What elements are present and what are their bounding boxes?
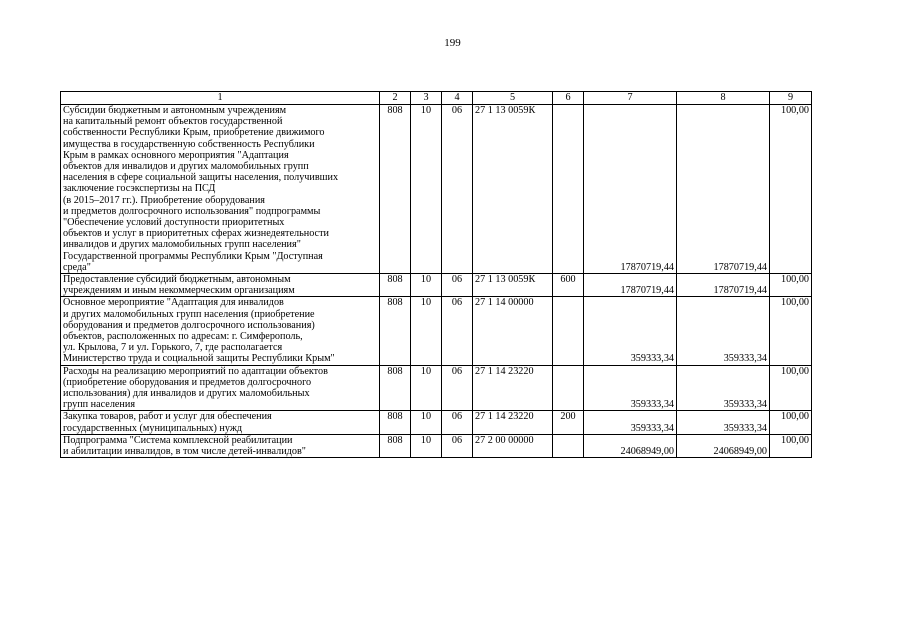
cell-amount-plan: 359333,34 [584, 411, 677, 434]
cell-ministry: 808 [380, 105, 411, 274]
cell-section: 10 [411, 297, 442, 365]
cell-section: 10 [411, 365, 442, 411]
cell-percent: 100,00 [770, 274, 812, 297]
cell-percent: 100,00 [770, 365, 812, 411]
cell-section: 10 [411, 105, 442, 274]
cell-percent: 100,00 [770, 434, 812, 457]
cell-amount-plan: 17870719,44 [584, 274, 677, 297]
row-name: Основное мероприятие "Адаптация для инвалидов и других маломобильных групп населения (приобретение оборудования и предметов долгосрочного использования) объектов, расположенных по адресам: г. Симферополь, ул. Крылова, 7 и ул. Горького, 7, где располагается Министерство труда и социальной защиты Республики Крым" [61, 297, 380, 365]
cell-amount-plan: 24068949,00 [584, 434, 677, 457]
cell-percent: 100,00 [770, 297, 812, 365]
row-name: Субсидии бюджетным и автономным учреждениям на капитальный ремонт объектов государственной собственности Республики Крым, приобретение движимого имущества в государственную собственность Республики Крым в рамках основного мероприятия "Адаптация объектов для инвалидов и других маломобильных групп населения в сфере социальной защиты населения, получивших заключение госэкспертизы на ПСД (в 2015–2017 гг.). Приобретение оборудования и предметов долгосрочного использования" подпрограммы "Обеспечение условий доступности приоритетных объектов и услуг в приоритетных сферах жизнедеятельности инвалидов и других маломобильных групп населения" Государственной программы Республики Крым "Доступная среда" [61, 105, 380, 274]
row-name: Закупка товаров, работ и услуг для обеспечения государственных (муниципальных) нужд [61, 411, 380, 434]
cell-target-code: 27 1 14 00000 [473, 297, 553, 365]
column-header: 7 [584, 92, 677, 105]
row-name: Расходы на реализацию мероприятий по адаптации объектов (приобретение оборудования и предметов долгосрочного использования) для инвалидов и других маломобильных групп населения [61, 365, 380, 411]
column-header: 6 [553, 92, 584, 105]
cell-expense-type: 200 [553, 411, 584, 434]
cell-amount-actual: 17870719,44 [677, 274, 770, 297]
cell-subsection: 06 [442, 411, 473, 434]
table-row [61, 434, 812, 457]
column-header: 3 [411, 92, 442, 105]
cell-amount-plan: 17870719,44 [584, 105, 677, 274]
column-header: 4 [442, 92, 473, 105]
column-header: 9 [770, 92, 812, 105]
row-name: Предоставление субсидий бюджетным, автономным учреждениям и иным некоммерческим организациям [61, 274, 380, 297]
table-row [61, 411, 812, 434]
cell-amount-plan: 359333,34 [584, 297, 677, 365]
cell-subsection: 06 [442, 105, 473, 274]
cell-ministry: 808 [380, 274, 411, 297]
cell-expense-type [553, 105, 584, 274]
table-row [61, 105, 812, 274]
table-row [61, 297, 812, 365]
table-row [61, 365, 812, 411]
cell-target-code: 27 2 00 00000 [473, 434, 553, 457]
cell-ministry: 808 [380, 365, 411, 411]
budget-table [60, 91, 812, 458]
column-header: 8 [677, 92, 770, 105]
cell-expense-type: 600 [553, 274, 584, 297]
cell-section: 10 [411, 274, 442, 297]
cell-amount-actual: 359333,34 [677, 411, 770, 434]
column-header: 1 [61, 92, 380, 105]
cell-section: 10 [411, 411, 442, 434]
cell-percent: 100,00 [770, 411, 812, 434]
cell-percent: 100,00 [770, 105, 812, 274]
cell-subsection: 06 [442, 274, 473, 297]
column-header: 5 [473, 92, 553, 105]
cell-ministry: 808 [380, 434, 411, 457]
row-name: Подпрограмма "Система комплексной реабилитации и абилитации инвалидов, в том числе детей-инвалидов" [61, 434, 380, 457]
table-row [61, 274, 812, 297]
cell-subsection: 06 [442, 434, 473, 457]
column-header: 2 [380, 92, 411, 105]
cell-subsection: 06 [442, 365, 473, 411]
cell-target-code: 27 1 13 0059К [473, 105, 553, 274]
cell-amount-plan: 359333,34 [584, 365, 677, 411]
page-number: 199 [444, 37, 461, 49]
table-header-row [61, 92, 812, 105]
cell-amount-actual: 359333,34 [677, 297, 770, 365]
cell-amount-actual: 17870719,44 [677, 105, 770, 274]
cell-subsection: 06 [442, 297, 473, 365]
cell-amount-actual: 24068949,00 [677, 434, 770, 457]
cell-expense-type [553, 434, 584, 457]
cell-amount-actual: 359333,34 [677, 365, 770, 411]
cell-ministry: 808 [380, 297, 411, 365]
cell-target-code: 27 1 14 23220 [473, 411, 553, 434]
cell-expense-type [553, 297, 584, 365]
cell-section: 10 [411, 434, 442, 457]
cell-target-code: 27 1 13 0059К [473, 274, 553, 297]
cell-ministry: 808 [380, 411, 411, 434]
cell-target-code: 27 1 14 23220 [473, 365, 553, 411]
cell-expense-type [553, 365, 584, 411]
